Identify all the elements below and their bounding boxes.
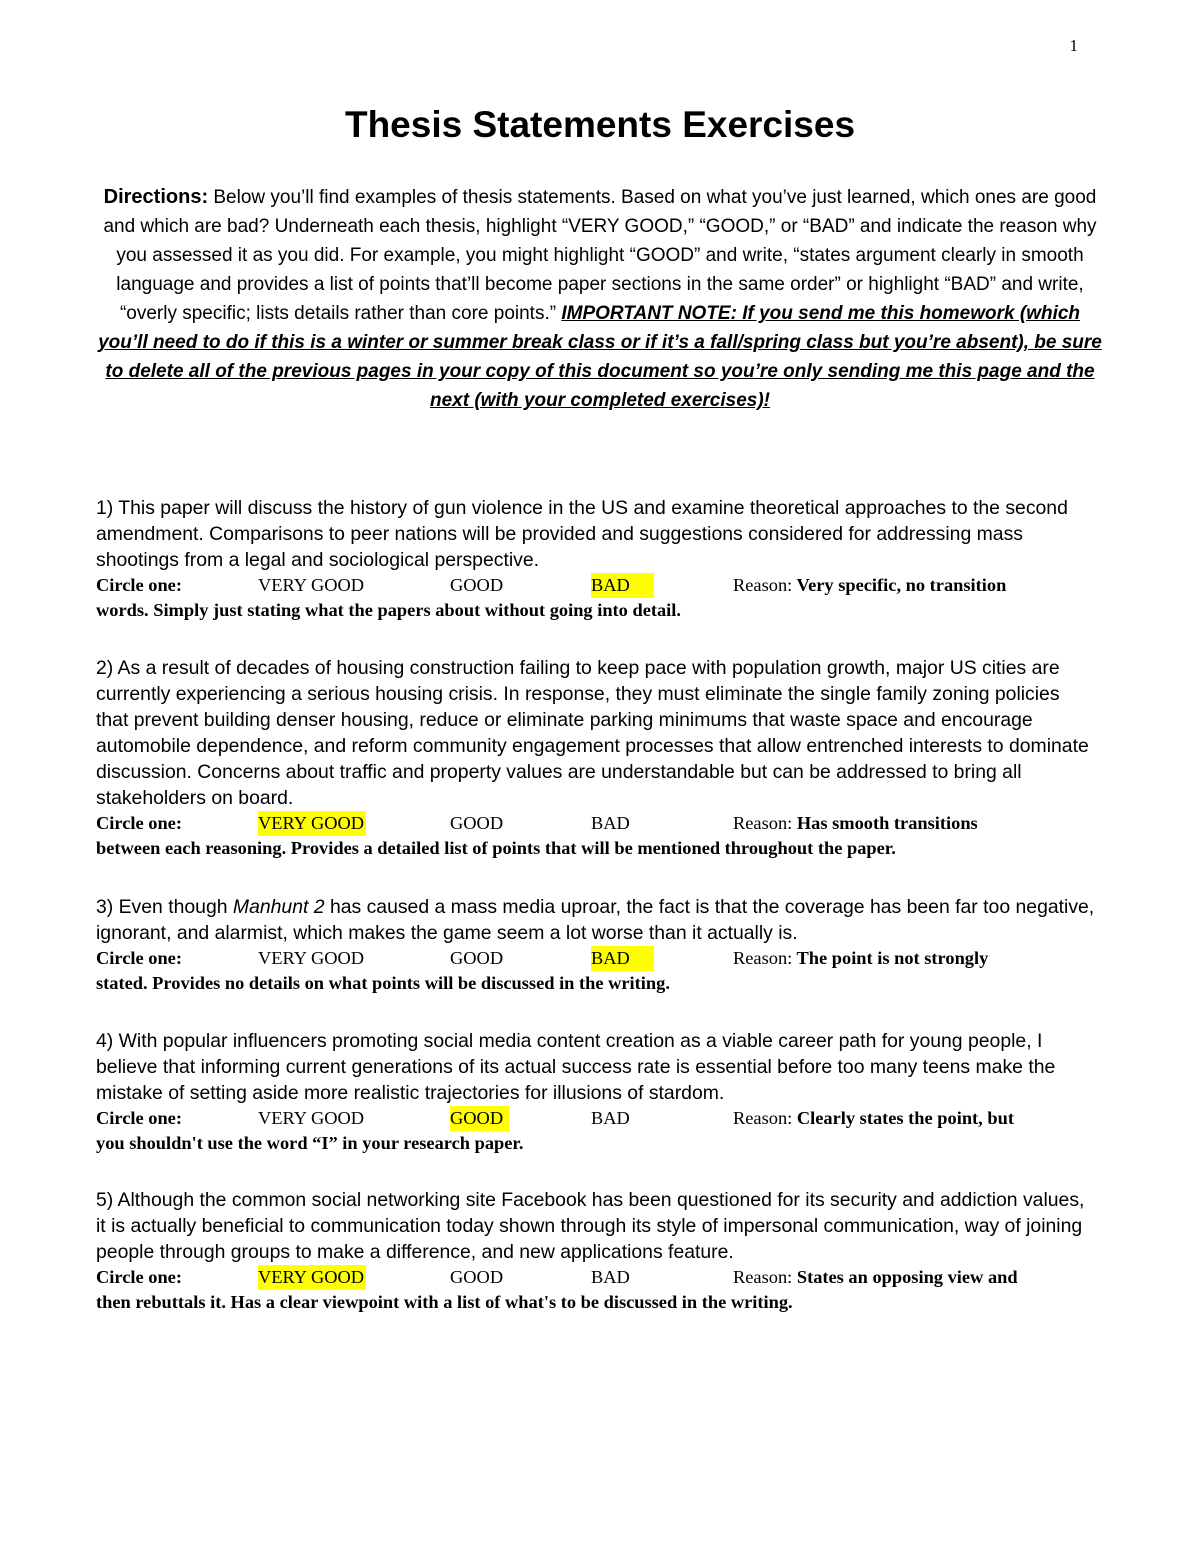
reason-line-2: words. Simply just stating what the papers about without going into detail. <box>96 600 681 620</box>
reason-line-1 <box>733 1265 1018 1290</box>
thesis-post: has caused a mass media uproar, the fact is that the coverage has been far too negative, ignorant, and alarmist, which makes the game seem a lot worse than it actually is. <box>96 896 1095 944</box>
thesis-statement: 2) As a result of decades of housing construction failing to keep pace with population growth, major US cities are currently experiencing a serious housing crisis. In response, they must eliminate the single family zoning policies that prevent building denser housing, reduce or eliminate parking minimums that waste space and encourage automobile dependence, and reform community engagement processes that allow entrenched interests to dominate discussion. Concerns about traffic and property values are understandable but can be addressed to bring all stakeholders on board. <box>96 657 1089 809</box>
directions-text: Below you’ll find examples of thesis statements. Based on what you’ve just learned, which ones are good and which are bad? Underneath each thesis, highlight “VERY GOOD,” “GOOD,” or “BAD” and indicate the reason why you assessed it as you did. For example, you might highlight “GOOD” and write, “states argument clearly in smooth language and provides a list of points that’ll become paper sections in the same order” or highlight “BAD” and write, “overly specific; lists details rather than core points.” <box>103 187 1097 324</box>
thesis-italic-title: Manhunt 2 <box>232 896 325 918</box>
option-bad-highlighted[interactable]: BAD <box>591 573 654 598</box>
answer-block <box>96 1106 1096 1156</box>
exercise-3 <box>96 894 1096 996</box>
option-very-good-highlighted[interactable]: VERY GOOD <box>258 811 366 836</box>
thesis-statement: 4) With popular influencers promoting social media content creation as a viable career path for young people, I believe that informing current generations of its actual success rate is essential before too many teens make the mistake of setting aside more realistic trajectories for illusions of stardom. <box>96 1030 1056 1104</box>
circle-one-label: Circle one: <box>96 1267 182 1287</box>
important-note: IMPORTANT NOTE: If you send me this homework (which you’ll need to do if this is a winter or summer break class or if it’s a fall/spring class but you’re absent), be sure to delete all of the previous pages in your copy of this document so you’re only sending me this page and the next (with your completed exercises)! <box>98 303 1102 411</box>
reason-label: Reason: <box>733 1108 793 1128</box>
thesis-statement <box>96 894 1096 946</box>
reason-line-1 <box>733 1106 1014 1131</box>
reason-label: Reason: <box>733 575 793 595</box>
answer-block <box>96 811 1096 861</box>
reason-line-1 <box>733 946 988 971</box>
reason-label: Reason: <box>733 948 793 968</box>
reason-text: The point is not strongly <box>792 948 989 968</box>
thesis-statement: 5) Although the common social networking site Facebook has been questioned for its security and addiction values, it is actually beneficial to communication today shown through its style of impersonal communication, way of joining people through groups to make a difference, and new applications feature. <box>96 1189 1085 1263</box>
circle-one-label: Circle one: <box>96 948 182 968</box>
reason-line-2: you shouldn't use the word “I” in your research paper. <box>96 1133 524 1153</box>
exercise-2 <box>96 655 1096 861</box>
option-good[interactable]: GOOD <box>450 1267 504 1287</box>
thesis-statement: 1) This paper will discuss the history of gun violence in the US and examine theoretical approaches to the second amendment. Comparisons to peer nations will be provided and suggestions considered for addressing mass shootings from a legal and sociological perspective. <box>96 497 1068 571</box>
answer-block <box>96 573 1096 623</box>
reason-label: Reason: <box>733 813 793 833</box>
option-good[interactable]: GOOD <box>450 575 504 595</box>
exercise-1 <box>96 495 1096 623</box>
option-bad[interactable]: BAD <box>591 1108 630 1128</box>
circle-one-label: Circle one: <box>96 813 182 833</box>
option-bad[interactable]: BAD <box>591 813 630 833</box>
page-number: 1 <box>1069 36 1078 55</box>
page-title: Thesis Statements Exercises <box>344 104 856 145</box>
reason-line-2: stated. Provides no details on what points will be discussed in the writing. <box>96 973 670 993</box>
option-very-good-highlighted[interactable]: VERY GOOD <box>258 1265 366 1290</box>
reason-line-2: then rebuttals it. Has a clear viewpoint with a list of what's to be discussed in the writing. <box>96 1292 793 1312</box>
reason-text: Has smooth transitions <box>792 813 978 833</box>
circle-one-label: Circle one: <box>96 575 182 595</box>
reason-text: States an opposing view and <box>792 1267 1018 1287</box>
answer-block <box>96 1265 1096 1315</box>
option-very-good[interactable]: VERY GOOD <box>258 948 365 968</box>
option-good-highlighted[interactable]: GOOD <box>450 1106 509 1131</box>
option-very-good[interactable]: VERY GOOD <box>258 1108 365 1128</box>
option-good[interactable]: GOOD <box>450 948 504 968</box>
option-bad-highlighted[interactable]: BAD <box>591 946 654 971</box>
reason-line-1 <box>733 573 1006 598</box>
option-bad[interactable]: BAD <box>591 1267 630 1287</box>
reason-text: Clearly states the point, but <box>792 1108 1014 1128</box>
option-very-good[interactable]: VERY GOOD <box>258 575 365 595</box>
thesis-pre: 3) Even though <box>96 896 233 918</box>
answer-block <box>96 946 1096 996</box>
option-good[interactable]: GOOD <box>450 813 504 833</box>
reason-line-1 <box>733 811 978 836</box>
reason-line-2: between each reasoning. Provides a detailed list of points that will be mentioned throughout the paper. <box>96 838 896 858</box>
exercise-4 <box>96 1028 1096 1156</box>
directions-label: Directions: <box>103 186 209 208</box>
directions-paragraph <box>96 183 1104 415</box>
circle-one-label: Circle one: <box>96 1108 182 1128</box>
exercise-5 <box>96 1187 1096 1315</box>
reason-label: Reason: <box>733 1267 793 1287</box>
reason-text: Very specific, no transition <box>792 575 1007 595</box>
